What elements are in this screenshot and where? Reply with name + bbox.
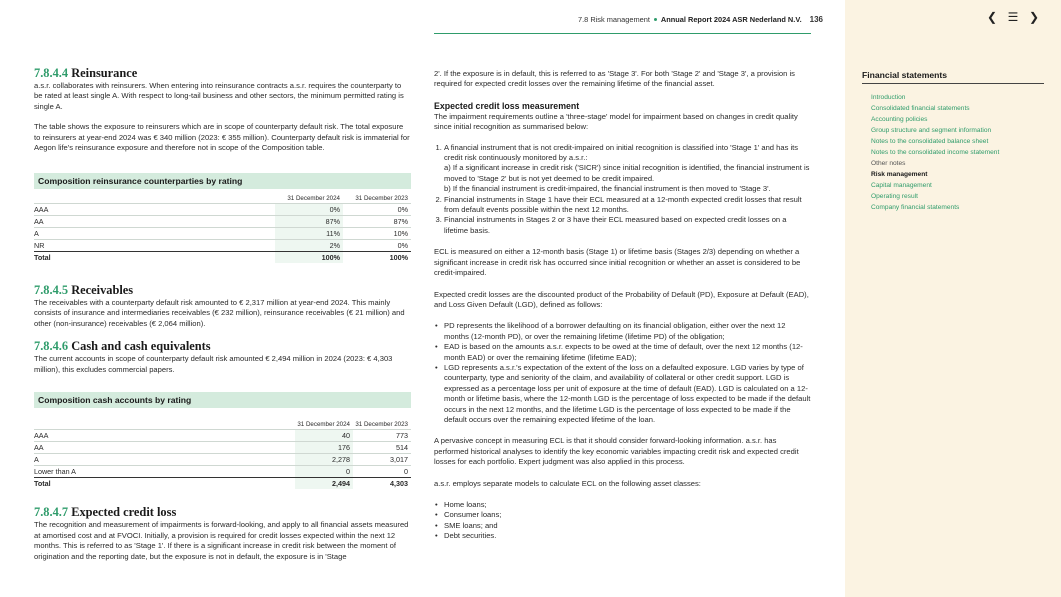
row-label: AAA <box>34 203 275 215</box>
table-row <box>34 466 411 478</box>
cell-2023: 10% <box>343 227 411 239</box>
cell-2024: 0 <box>295 466 353 478</box>
reinsurance-para-1: a.s.r. collaborates with reinsurers. When entering into reinsurance contracts a.s.r. requires the counterparty to be rated at least single A. With respect to long-tail business and other sectors, the minimum permitted rating is single A. <box>34 81 404 111</box>
row-label: AA <box>34 215 275 227</box>
reinsurance-number: 7.8.4.4 <box>34 66 69 80</box>
table-total-row <box>34 251 411 263</box>
reinsurance-table-title: Composition reinsurance counterparties by rating <box>34 173 411 189</box>
header-report-title: Annual Report 2024 ASR Nederland N.V. <box>660 15 802 24</box>
sidebar-title: Financial statements <box>862 70 1044 84</box>
nav-controls <box>984 10 1047 24</box>
row-label: NR <box>34 239 275 251</box>
page-header <box>578 14 823 26</box>
sidebar-item-company-financial-statements[interactable]: Company financial statements <box>871 204 960 211</box>
cell-2023: 773 <box>353 430 411 442</box>
cell-2023: 514 <box>353 442 411 454</box>
receivables-title: Receivables <box>71 282 134 297</box>
sidebar-item-accounting-policies[interactable]: Accounting policies <box>871 116 928 123</box>
list-item: • SME loans; and <box>444 521 812 531</box>
cash-table-title: Composition cash accounts by rating <box>34 392 411 408</box>
stage1-a: a) If a significant increase in credit risk ('SICR') since initial recognition is identified, the financial instrument is moved to 'Stage 2' but is not yet deemed to be credit impaired. <box>444 163 810 183</box>
cell-2023: 3,017 <box>353 454 411 466</box>
cell-2024: 2% <box>275 239 343 251</box>
list-item <box>444 143 812 195</box>
chevron-right-icon[interactable]: ❯ <box>1028 10 1040 24</box>
list-item: • LGD represents a.s.r.'s expectation of the extent of the loss on a defaulted exposure. LGD varies by type of counterparty, type and seniority of the claim, and availability of collateral or other credit support. LGD is expressed as a percentage loss per unit of exposure at the time of default (EAD). LGD is calculated on a 12-month or lifetime basis, where the 12-month LGD is the percentage of loss expected to be made if the default occurs in the next 12 months, and the lifetime LGD is the percentage of loss expected to be made if the default occurs over the remaining expected lifetime of the loan. <box>444 363 812 425</box>
stage1-text: 1. A financial instrument that is not credit-impaired on initial recognition is classified into 'Stage 1' and has its credit risk continuously monitored by a.s.r.: <box>444 142 799 163</box>
sidebar <box>845 0 1061 597</box>
list-item: • PD represents the likelihood of a borrower defaulting on its financial obligation, either over the next 12 months (12-month PD), or over the remaining lifetime (lifetime PD) of the obligation; <box>444 321 812 342</box>
sidebar-nav <box>871 92 1051 213</box>
header-rule <box>434 33 811 34</box>
list-item: • Home loans; <box>444 500 812 510</box>
row-label: AA <box>34 442 295 454</box>
sidebar-item-risk-management[interactable]: Risk management <box>871 171 928 178</box>
sidebar-item-notes-income-statement[interactable]: Notes to the consolidated income statement <box>871 149 1000 156</box>
cash-para: The current accounts in scope of counterparty default risk amounted € 2,494 million in 2024 (2023: € 4,303 million), this excludes commercial papers. <box>34 354 393 374</box>
header-dot <box>654 18 657 21</box>
cell-2024: 11% <box>275 227 343 239</box>
cell-2024: 176 <box>295 442 353 454</box>
table-total-row <box>34 478 411 490</box>
list-item: • EAD is based on the amounts a.s.r. expects to be owed at the time of default, over the next 12 months (12-month EAD) or over the remaining lifetime (lifetime EAD); <box>444 342 812 363</box>
cash-col-2023: 31 December 2023 <box>355 421 408 429</box>
right-column <box>434 69 812 542</box>
row-label: Total <box>34 478 295 490</box>
stage1-b: b) If the financial instrument is credit-impaired, the financial instrument is then moved to 'Stage 3'. <box>444 184 771 194</box>
row-label: Total <box>34 251 275 263</box>
cell-2024: 2,278 <box>295 454 353 466</box>
table-row <box>34 454 411 466</box>
header-section: 7.8 Risk management <box>578 15 650 24</box>
table-row <box>34 215 411 227</box>
ecl-heading <box>34 505 411 519</box>
ecl-number: 7.8.4.7 <box>34 505 69 520</box>
sidebar-item-consolidated-financial-statements[interactable]: Consolidated financial statements <box>871 105 970 112</box>
reinsurance-title: Reinsurance <box>71 66 138 80</box>
ecl-title: Expected credit loss <box>71 505 177 520</box>
left-column <box>34 66 411 562</box>
reinsurance-col-2023: 31 December 2023 <box>355 194 408 202</box>
product-para: Expected credit losses are the discounted product of the Probability of Default (PD), Exposure at Default (EAD), and Loss Given Default (LGD), defined as follows: <box>434 289 809 309</box>
stage-list <box>434 143 812 237</box>
row-label: A <box>34 227 275 239</box>
cash-title: Cash and cash equivalents <box>71 339 211 354</box>
table-row <box>34 239 411 251</box>
reinsurance-para-2: The table shows the exposure to reinsurers which are in scope of counterparty default risk. The total exposure to reinsurers at year-end 2024 was € 340 million (2023: € 355 million). Counterparty default risk is immaterial for Aegon life's reinsurance exposure and therefore not in scope of the Composition table. <box>34 122 410 153</box>
table-row <box>34 442 411 454</box>
sidebar-item-other-notes[interactable]: Other notes <box>871 160 906 167</box>
cell-2023: 0% <box>343 239 411 251</box>
ecl-continuation: 2'. If the exposure is in default, this is referred to as 'Stage 3'. For both 'Stage 2' and 'Stage 3', a provision is required for expected credit losses over the remaining lifetime of the financial asset. <box>434 69 795 89</box>
cell-2024: 40 <box>295 430 353 442</box>
list-item: 2. Financial instruments in Stage 1 have their ECL measured at a 12-month expected credit losses that result from default events possible within the next 12 months. <box>444 195 812 216</box>
sidebar-item-operating-result[interactable]: Operating result <box>871 193 918 200</box>
cell-2024: 87% <box>275 215 343 227</box>
chevron-left-icon[interactable]: ❮ <box>986 10 998 24</box>
cash-number: 7.8.4.6 <box>34 339 69 354</box>
sidebar-item-introduction[interactable]: Introduction <box>871 94 906 101</box>
sidebar-item-capital-management[interactable]: Capital management <box>871 182 932 189</box>
cash-col-2024: 31 December 2024 <box>297 421 350 429</box>
sidebar-item-notes-balance-sheet[interactable]: Notes to the consolidated balance sheet <box>871 138 989 145</box>
forward-para: A pervasive concept in measuring ECL is that it should consider forward-looking information. a.s.r. has performed historical analyses to identify the key economic variables impacting credit risk and expected credit losses for each portfolio. Expert judgment was also applied in this process. <box>434 436 799 467</box>
reinsurance-heading <box>34 66 411 80</box>
list-item: • Debt securities. <box>444 531 812 541</box>
reinsurance-table <box>34 173 411 263</box>
cell-2023: 0 <box>353 466 411 478</box>
cell-2024: 2,494 <box>295 478 353 490</box>
row-label: A <box>34 454 295 466</box>
receivables-para: The receivables with a counterparty default risk amounted to € 2,317 million at year-end 2024. This mainly consists of insurance and intermediaries receivables (€ 232 million), reinsurance receivables (€ 21 million) and other (non-insurance) receivables (€ 2,064 million). <box>34 297 405 328</box>
ecl-para: The recognition and measurement of impairments is forward-looking, and apply to all financial assets measured at amortised cost and at FVOCI. Initially, a provision is required for credit losses expected within the next 12 months. This is referred to as 'Stage 1'. If there is a significant increase in credit risk between the moment of origination and the reporting date, but the exposure is not in default, the exposure is in 'Stage <box>34 520 409 561</box>
models-intro: a.s.r. employs separate models to calculate ECL on the following asset classes: <box>434 478 701 488</box>
page-number: 136 <box>809 15 823 24</box>
asset-classes-list <box>434 500 812 542</box>
sidebar-item-group-structure[interactable]: Group structure and segment information <box>871 127 992 134</box>
table-row <box>34 203 411 215</box>
cell-2024: 0% <box>275 203 343 215</box>
definitions-list <box>434 321 812 425</box>
cell-2023: 87% <box>343 215 411 227</box>
receivables-heading <box>34 283 411 297</box>
cell-2023: 100% <box>343 251 411 263</box>
cash-table <box>34 392 411 490</box>
row-label: AAA <box>34 430 295 442</box>
basis-para: ECL is measured on either a 12-month basis (Stage 1) or lifetime basis (Stages 2/3) depending on whether a significant increase in credit risk has occurred since initial recognition or whether an asset is considered to be credit-impaired. <box>434 247 801 278</box>
receivables-number: 7.8.4.5 <box>34 282 69 297</box>
cash-heading <box>34 339 411 353</box>
cell-2023: 4,303 <box>353 478 411 490</box>
cell-2023: 0% <box>343 203 411 215</box>
row-label: Lower than A <box>34 466 295 478</box>
cell-2024: 100% <box>275 251 343 263</box>
reinsurance-col-2024: 31 December 2024 <box>287 194 340 202</box>
measurement-heading: Expected credit loss measurement <box>434 100 580 111</box>
menu-icon[interactable]: ☰ <box>1007 10 1019 24</box>
table-row <box>34 430 411 442</box>
measurement-intro: The impairment requirements outline a 'three-stage' model for impairment based on changes in credit quality since initial recognition as summarised below: <box>434 111 798 132</box>
list-item: 3. Financial instruments in Stages 2 or 3 have their ECL measured based on expected credit losses on a lifetime basis. <box>444 215 812 236</box>
list-item: • Consumer loans; <box>444 510 812 520</box>
table-row <box>34 227 411 239</box>
